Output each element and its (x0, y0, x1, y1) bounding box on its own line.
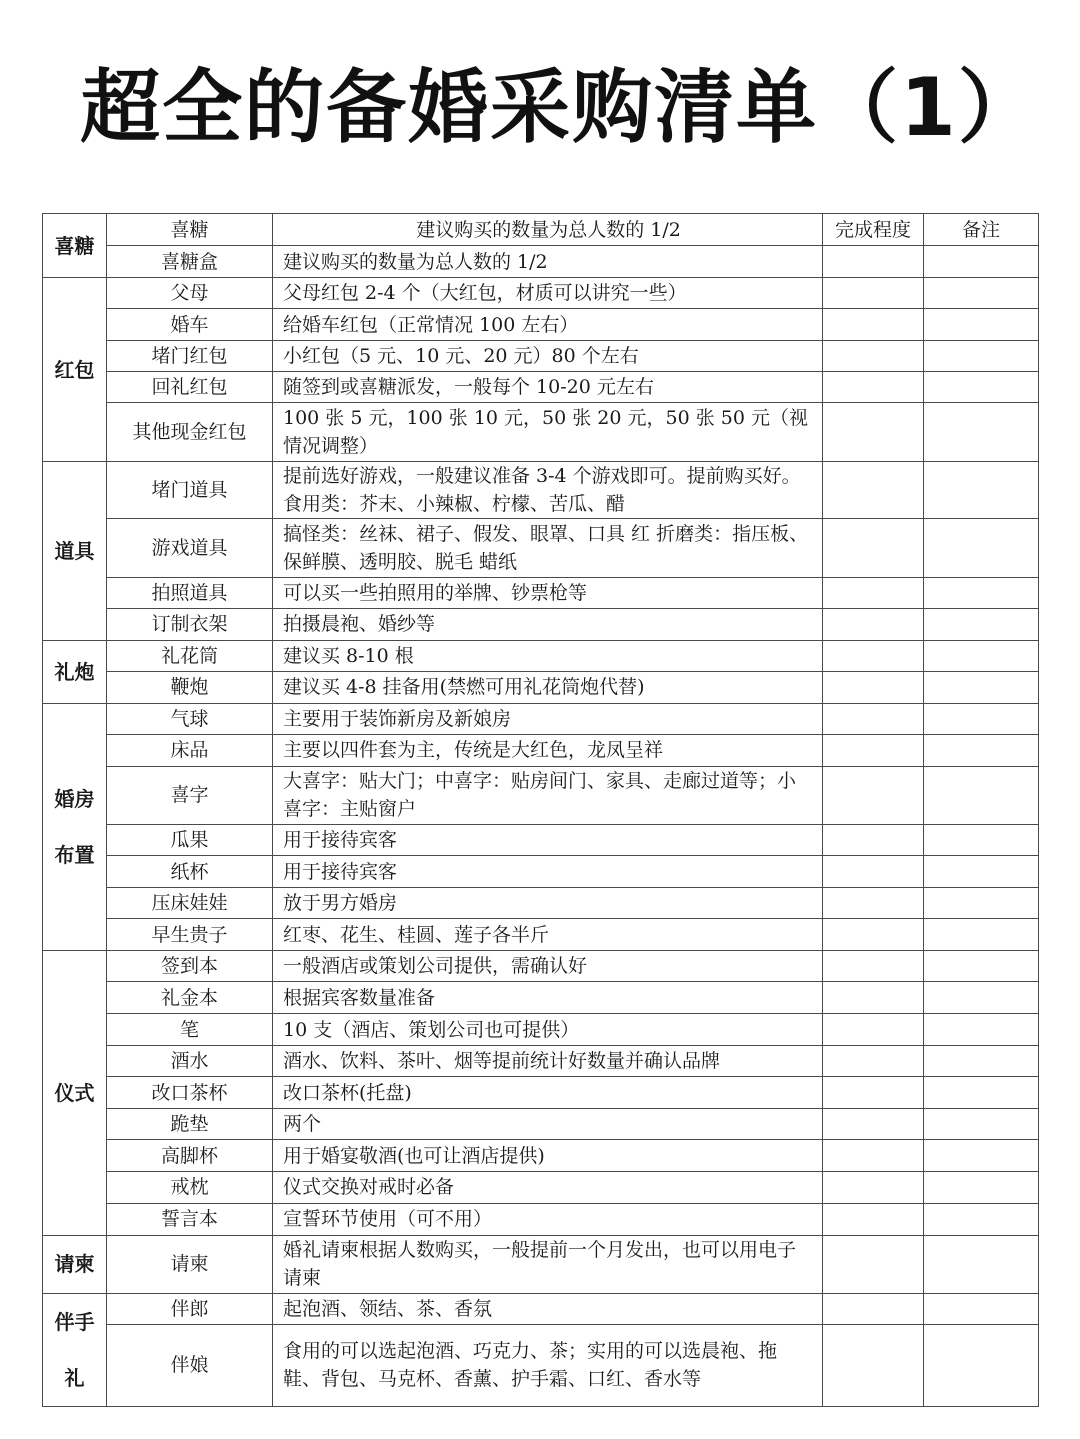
table-row (43, 608, 1039, 640)
progress-cell[interactable] (823, 519, 924, 577)
notes-cell[interactable] (924, 766, 1039, 824)
notes-cell[interactable] (924, 608, 1039, 640)
item-name-cell: 喜糖盒 (107, 246, 273, 278)
table-row (43, 919, 1039, 951)
category-cell: 礼炮 (43, 640, 107, 703)
item-description-cell: 拍摄晨袍、婚纱等 (273, 608, 823, 640)
item-description-cell: 10 支（酒店、策划公司也可提供） (273, 1014, 823, 1046)
table-row (43, 577, 1039, 608)
item-name-cell: 礼花筒 (107, 640, 273, 671)
progress-cell[interactable] (823, 372, 924, 403)
progress-cell[interactable] (823, 278, 924, 309)
progress-cell[interactable] (823, 1077, 924, 1109)
progress-cell[interactable] (823, 824, 924, 855)
progress-cell[interactable] (823, 1109, 924, 1140)
item-name-cell: 拍照道具 (107, 577, 273, 608)
progress-cell[interactable] (823, 1172, 924, 1203)
table-row (43, 951, 1039, 982)
notes-cell[interactable] (924, 1203, 1039, 1235)
item-name-cell: 瓜果 (107, 824, 273, 855)
table-row (43, 1235, 1039, 1293)
item-name-cell: 堵门红包 (107, 341, 273, 372)
item-description-cell: 可以买一些拍照用的举牌、钞票枪等 (273, 577, 823, 608)
notes-cell[interactable] (924, 577, 1039, 608)
item-name-cell: 其他现金红包 (107, 403, 273, 462)
notes-cell[interactable] (924, 1235, 1039, 1293)
item-description-cell: 大喜字：贴大门；中喜字：贴房间门、家具、走廊过道等；小喜字：主贴窗户 (273, 766, 823, 824)
table-row (43, 982, 1039, 1014)
progress-cell[interactable] (823, 1046, 924, 1077)
item-description-cell: 起泡酒、领结、茶、香氛 (273, 1293, 823, 1324)
item-name-cell: 父母 (107, 278, 273, 309)
notes-header: 备注 (924, 214, 1039, 246)
table-row (43, 519, 1039, 577)
table-row (43, 703, 1039, 734)
table-row (43, 341, 1039, 372)
notes-cell[interactable] (924, 734, 1039, 766)
item-description-cell: 两个 (273, 1109, 823, 1140)
table-row (43, 734, 1039, 766)
page-title: 超全的备婚采购清单（1） (80, 61, 1040, 154)
item-description-cell: 仪式交换对戒时必备 (273, 1172, 823, 1203)
progress-cell[interactable] (823, 1203, 924, 1235)
item-description-cell: 用于接待宾客 (273, 824, 823, 855)
table-row (43, 1046, 1039, 1077)
progress-cell[interactable] (823, 403, 924, 462)
category-cell: 红包 (43, 278, 107, 462)
notes-cell[interactable] (924, 671, 1039, 703)
item-description-cell: 放于男方婚房 (273, 888, 823, 919)
item-description-cell: 酒水、饮料、茶叶、烟等提前统计好数量并确认品牌 (273, 1046, 823, 1077)
table-row (43, 372, 1039, 403)
notes-cell[interactable] (924, 888, 1039, 919)
table-row (43, 214, 1039, 246)
item-name-cell: 订制衣架 (107, 608, 273, 640)
item-description-cell: 小红包（5 元、10 元、20 元）80 个左右 (273, 341, 823, 372)
progress-cell[interactable] (823, 951, 924, 982)
table-row (43, 1109, 1039, 1140)
item-description-cell: 提前选好游戏，一般建议准备 3-4 个游戏即可。提前购买好。食用类：芥末、小辣椒、柠檬、苦瓜、醋 (273, 462, 823, 519)
item-name-cell: 压床娃娃 (107, 888, 273, 919)
progress-cell[interactable] (823, 246, 924, 278)
notes-cell[interactable] (924, 1324, 1039, 1406)
progress-cell[interactable] (823, 671, 924, 703)
shopping-list-table (42, 213, 1039, 1407)
notes-cell[interactable] (924, 341, 1039, 372)
table-row (43, 766, 1039, 824)
progress-cell[interactable] (823, 1293, 924, 1324)
progress-cell[interactable] (823, 1324, 924, 1406)
progress-cell[interactable] (823, 341, 924, 372)
table-row (43, 855, 1039, 887)
notes-cell[interactable] (924, 855, 1039, 887)
notes-cell[interactable] (924, 1140, 1039, 1172)
item-description-cell: 随签到或喜糖派发，一般每个 10-20 元左右 (273, 372, 823, 403)
category-cell: 婚房布置 (43, 703, 107, 950)
category-cell: 喜糖 (43, 214, 107, 278)
table-row (43, 1014, 1039, 1046)
item-description-cell: 建议购买的数量为总人数的 1/2 (273, 214, 823, 246)
item-description-cell: 建议买 4-8 挂备用(禁燃可用礼花筒炮代替) (273, 671, 823, 703)
notes-cell[interactable] (924, 1046, 1039, 1077)
table-row (43, 278, 1039, 309)
item-name-cell: 早生贵子 (107, 919, 273, 951)
item-name-cell: 跪垫 (107, 1109, 273, 1140)
item-description-cell: 搞怪类：丝袜、裙子、假发、眼罩、口具 红 折磨类：指压板、保鲜膜、透明胶、脱毛 蜡纸 (273, 519, 823, 577)
table-row (43, 1293, 1039, 1324)
item-description-cell: 建议购买的数量为总人数的 1/2 (273, 246, 823, 278)
table-row (43, 1203, 1039, 1235)
table-row (43, 671, 1039, 703)
notes-cell[interactable] (924, 1109, 1039, 1140)
item-name-cell: 纸杯 (107, 855, 273, 887)
item-description-cell: 用于接待宾客 (273, 855, 823, 887)
notes-cell[interactable] (924, 309, 1039, 341)
table-row (43, 1077, 1039, 1109)
item-description-cell: 婚礼请柬根据人数购买，一般提前一个月发出，也可以用电子请柬 (273, 1235, 823, 1293)
item-description-cell: 一般酒店或策划公司提供，需确认好 (273, 951, 823, 982)
notes-cell[interactable] (924, 519, 1039, 577)
item-name-cell: 婚车 (107, 309, 273, 341)
item-name-cell: 笔 (107, 1014, 273, 1046)
table-row (43, 1324, 1039, 1406)
table-row (43, 309, 1039, 341)
item-name-cell: 喜字 (107, 766, 273, 824)
item-name-cell: 改口茶杯 (107, 1077, 273, 1109)
item-description-cell: 建议买 8-10 根 (273, 640, 823, 671)
item-name-cell: 鞭炮 (107, 671, 273, 703)
progress-cell[interactable] (823, 1014, 924, 1046)
progress-cell[interactable] (823, 640, 924, 671)
item-name-cell: 誓言本 (107, 1203, 273, 1235)
table-row (43, 888, 1039, 919)
progress-cell[interactable] (823, 766, 924, 824)
notes-cell[interactable] (924, 982, 1039, 1014)
item-name-cell: 堵门道具 (107, 462, 273, 519)
category-cell: 请柬 (43, 1235, 107, 1293)
notes-cell[interactable] (924, 278, 1039, 309)
table-row (43, 824, 1039, 855)
item-name-cell: 回礼红包 (107, 372, 273, 403)
notes-cell[interactable] (924, 824, 1039, 855)
item-description-cell: 父母红包 2-4 个（大红包，材质可以讲究一些） (273, 278, 823, 309)
item-name-cell: 签到本 (107, 951, 273, 982)
item-description-cell: 主要以四件套为主，传统是大红色，龙凤呈祥 (273, 734, 823, 766)
item-description-cell: 主要用于装饰新房及新娘房 (273, 703, 823, 734)
progress-cell[interactable] (823, 734, 924, 766)
item-description-cell: 给婚车红包（正常情况 100 左右） (273, 309, 823, 341)
item-name-cell: 床品 (107, 734, 273, 766)
notes-cell[interactable] (924, 1172, 1039, 1203)
item-name-cell: 请柬 (107, 1235, 273, 1293)
table-row (43, 640, 1039, 671)
category-cell: 伴手礼 (43, 1293, 107, 1406)
progress-cell[interactable] (823, 1140, 924, 1172)
progress-cell[interactable] (823, 888, 924, 919)
item-description-cell: 用于婚宴敬酒(也可让酒店提供) (273, 1140, 823, 1172)
item-name-cell: 高脚杯 (107, 1140, 273, 1172)
notes-cell[interactable] (924, 703, 1039, 734)
item-name-cell: 伴娘 (107, 1324, 273, 1406)
item-name-cell: 游戏道具 (107, 519, 273, 577)
notes-cell[interactable] (924, 1014, 1039, 1046)
item-name-cell: 戒枕 (107, 1172, 273, 1203)
progress-cell[interactable] (823, 462, 924, 519)
item-name-cell: 气球 (107, 703, 273, 734)
item-description-cell: 100 张 5 元，100 张 10 元，50 张 20 元，50 张 50 元（视情况调整） (273, 403, 823, 462)
progress-cell[interactable] (823, 309, 924, 341)
notes-cell[interactable] (924, 403, 1039, 462)
notes-cell[interactable] (924, 1293, 1039, 1324)
notes-cell[interactable] (924, 919, 1039, 951)
notes-cell[interactable] (924, 372, 1039, 403)
progress-cell[interactable] (823, 577, 924, 608)
progress-header: 完成程度 (823, 214, 924, 246)
notes-cell[interactable] (924, 1077, 1039, 1109)
progress-cell[interactable] (823, 919, 924, 951)
item-description-cell: 食用的可以选起泡酒、巧克力、茶；实用的可以选晨袍、拖鞋、背包、马克杯、香薰、护手霜、口红、香水等 (273, 1324, 823, 1406)
progress-cell[interactable] (823, 855, 924, 887)
progress-cell[interactable] (823, 1235, 924, 1293)
item-name-cell: 喜糖 (107, 214, 273, 246)
category-cell: 仪式 (43, 951, 107, 1235)
notes-cell[interactable] (924, 640, 1039, 671)
item-name-cell: 伴郎 (107, 1293, 273, 1324)
table-row (43, 462, 1039, 519)
progress-cell[interactable] (823, 982, 924, 1014)
item-description-cell: 改口茶杯(托盘) (273, 1077, 823, 1109)
item-name-cell: 礼金本 (107, 982, 273, 1014)
table-row (43, 246, 1039, 278)
notes-cell[interactable] (924, 246, 1039, 278)
table-row (43, 1172, 1039, 1203)
item-description-cell: 红枣、花生、桂圆、莲子各半斤 (273, 919, 823, 951)
item-description-cell: 根据宾客数量准备 (273, 982, 823, 1014)
progress-cell[interactable] (823, 608, 924, 640)
progress-cell[interactable] (823, 703, 924, 734)
notes-cell[interactable] (924, 951, 1039, 982)
category-cell: 道具 (43, 462, 107, 640)
item-name-cell: 酒水 (107, 1046, 273, 1077)
item-description-cell: 宣誓环节使用（可不用） (273, 1203, 823, 1235)
table-row (43, 1140, 1039, 1172)
table-row (43, 403, 1039, 462)
notes-cell[interactable] (924, 462, 1039, 519)
